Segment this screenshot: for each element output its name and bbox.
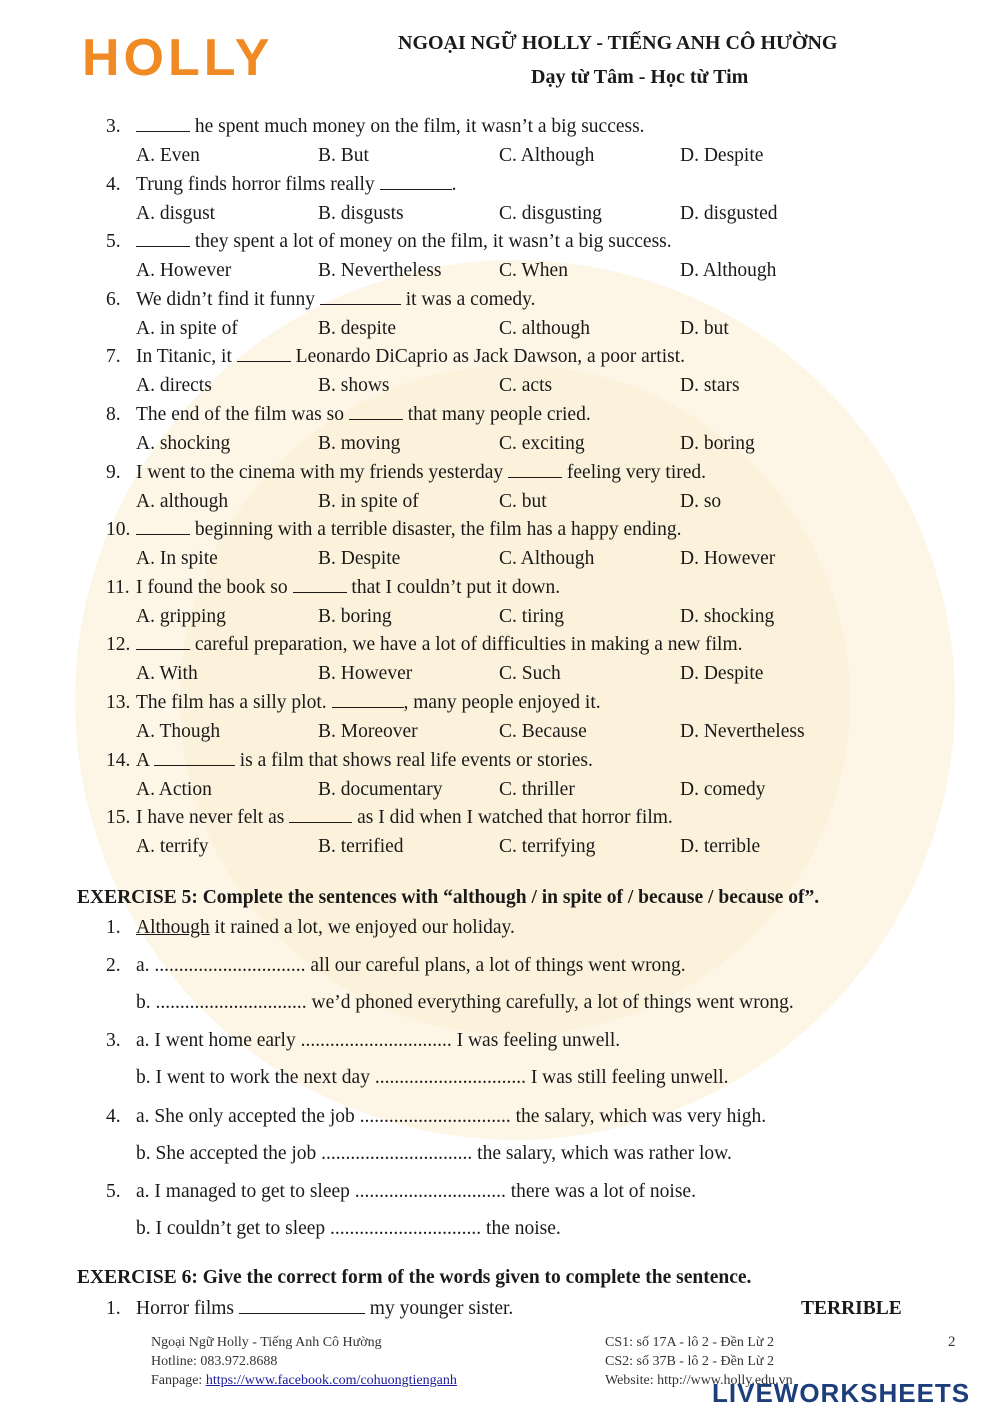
header-title: NGOẠI NGỮ HOLLY - TIẾNG ANH CÔ HƯỜNG: [398, 32, 838, 54]
answer-option[interactable]: C. acts: [499, 375, 553, 396]
answer-blank[interactable]: [136, 633, 190, 650]
question-number: 13.: [106, 692, 131, 713]
answer-option[interactable]: A. although: [136, 491, 229, 512]
answer-blank[interactable]: [136, 115, 190, 132]
answer-option[interactable]: A. With: [136, 663, 198, 684]
answer-option[interactable]: B. But: [318, 145, 369, 166]
stem-post: beginning with a terrible disaster, the film has a happy ending.: [190, 519, 682, 540]
answer-option[interactable]: C. terrifying: [499, 836, 596, 857]
question-stem: [136, 576, 560, 600]
answer-option[interactable]: C. tiring: [499, 606, 565, 627]
answer-blank[interactable]: [320, 288, 401, 305]
answer-option[interactable]: A. gripping: [136, 606, 226, 627]
example-rest: it rained a lot, we enjoyed our holiday.: [209, 917, 515, 938]
answer-option[interactable]: B. moving: [318, 433, 401, 454]
question-stem: [136, 806, 673, 830]
answer-option[interactable]: B. documentary: [318, 779, 443, 800]
stem-post: is a film that shows real life events or stories.: [234, 750, 593, 771]
question-number: 14.: [106, 750, 131, 771]
question-number: 7.: [106, 346, 121, 367]
footer-left: [151, 1333, 457, 1390]
exercise6-item: [136, 1297, 513, 1321]
answer-option[interactable]: D. However: [680, 548, 776, 569]
answer-option[interactable]: D. but: [680, 318, 729, 339]
fanpage-label: Fanpage:: [151, 1373, 206, 1388]
stem-pre: Trung finds horror films really: [136, 174, 380, 195]
footer-hotline: Hotline: 083.972.8688: [151, 1354, 278, 1369]
question-number: 3.: [106, 116, 121, 137]
question-stem: [136, 461, 706, 485]
question-stem: [136, 288, 536, 312]
footer-org: Ngoại Ngữ Holly - Tiếng Anh Cô Hường: [151, 1335, 382, 1350]
answer-option[interactable]: C. although: [499, 318, 590, 339]
question-number: 15.: [106, 807, 131, 828]
question-stem: [136, 518, 681, 542]
question-stem: [136, 633, 742, 657]
stem-post: as I did when I watched that horror film.: [352, 807, 673, 828]
answer-option[interactable]: D. so: [680, 491, 722, 512]
footer-cs2: CS2: số 37B - lô 2 - Đền Lừ 2: [605, 1354, 774, 1369]
exercise5-item-a[interactable]: a. I went home early ............................... I was feeling unwell.: [136, 1030, 621, 1051]
page-number: 2: [948, 1334, 956, 1350]
answer-option[interactable]: D. terrible: [680, 836, 761, 857]
stem-post: feeling very tired.: [562, 462, 707, 483]
exercise6-item-num: 1.: [106, 1298, 121, 1319]
question-stem: [136, 115, 645, 139]
answer-blank[interactable]: [136, 518, 190, 535]
answer-blank[interactable]: [237, 345, 291, 362]
answer-option[interactable]: A. terrify: [136, 836, 209, 857]
fanpage-link[interactable]: https://www.facebook.com/cohuongtienganh: [205, 1373, 457, 1388]
exercise5-item-num: 5.: [106, 1181, 121, 1202]
answer-option[interactable]: A. in spite of: [136, 318, 238, 339]
answer-option[interactable]: D. Despite: [680, 145, 764, 166]
exercise5-item-num: 3.: [106, 1030, 121, 1051]
question-number: 9.: [106, 462, 121, 483]
stem-pre: In Titanic, it: [136, 346, 237, 367]
exercise6-blank[interactable]: [239, 1297, 365, 1314]
stem-pre: I went to the cinema with my friends yesterday: [136, 462, 509, 483]
answer-option[interactable]: B. in spite of: [318, 491, 419, 512]
answer-option[interactable]: B. terrified: [318, 836, 404, 857]
stem-pre: I found the book so: [136, 577, 293, 598]
exercise6-word: TERRIBLE: [801, 1298, 902, 1319]
question-number: 6.: [106, 289, 121, 310]
answer-blank[interactable]: [349, 403, 403, 420]
answer-option[interactable]: D. disgusted: [680, 203, 778, 224]
question-stem: [136, 749, 593, 773]
answer-option[interactable]: C. exciting: [499, 433, 585, 454]
example-answer: Although: [136, 917, 210, 938]
liveworksheets-brand: LIVEWORKSHEETS: [712, 1378, 971, 1408]
footer-website: Website: http://www.holly.edu.vn: [605, 1373, 793, 1388]
answer-blank[interactable]: [289, 806, 352, 823]
question-number: 11.: [106, 577, 130, 598]
stem-pre: The end of the film was so: [136, 404, 349, 425]
answer-option[interactable]: B. Despite: [318, 548, 401, 569]
answer-option[interactable]: B. However: [318, 663, 413, 684]
holly-logo: HOLLY: [82, 29, 274, 87]
answer-option[interactable]: B. despite: [318, 318, 396, 339]
answer-option[interactable]: A. In spite: [136, 548, 218, 569]
answer-option[interactable]: A. However: [136, 260, 232, 281]
answer-option[interactable]: B. shows: [318, 375, 390, 396]
stem-post: he spent much money on the film, it wasn’t a big success.: [190, 116, 645, 137]
exercise5-item-b[interactable]: b. I couldn’t get to sleep ............................... the noise.: [136, 1218, 561, 1239]
exercise5-item-b[interactable]: b. I went to work the next day ............................... I was still feeling unwell.: [136, 1067, 729, 1088]
answer-option[interactable]: A. shocking: [136, 433, 231, 454]
answer-blank[interactable]: [332, 691, 404, 708]
stem-post: careful preparation, we have a lot of difficulties in making a new film.: [190, 634, 743, 655]
question-stem: [136, 230, 672, 254]
answer-option[interactable]: A. Even: [136, 145, 200, 166]
question-stem: [136, 691, 601, 715]
answer-option[interactable]: D. boring: [680, 433, 755, 454]
question-stem: [136, 403, 591, 427]
exercise6-pre: Horror films: [136, 1298, 239, 1319]
answer-option[interactable]: D. shocking: [680, 606, 775, 627]
answer-option[interactable]: C. thriller: [499, 779, 575, 800]
exercise5-heading: EXERCISE 5: Complete the sentences with “although / in spite of / because / because of”.: [77, 887, 820, 908]
footer-cs1: CS1: số 17A - lô 2 - Đền Lừ 2: [605, 1335, 774, 1350]
exercise5-example: [136, 916, 515, 940]
answer-option[interactable]: C. Although: [499, 145, 595, 166]
answer-option[interactable]: D. Despite: [680, 663, 764, 684]
exercise5-item-a[interactable]: a. ............................... all our careful plans, a lot of things went wrong.: [136, 955, 686, 976]
stem-pre: I have never felt as: [136, 807, 290, 828]
answer-option[interactable]: B. Moreover: [318, 721, 418, 742]
answer-option[interactable]: A. disgust: [136, 203, 216, 224]
exercise5-item-a[interactable]: a. She only accepted the job ............................... the salary, which was very high.: [136, 1106, 767, 1127]
answer-option[interactable]: D. Nevertheless: [680, 721, 805, 742]
answer-option[interactable]: C. When: [499, 260, 568, 281]
header-subtitle: Dạy từ Tâm - Học từ Tim: [531, 66, 749, 88]
question-number: 5.: [106, 231, 121, 252]
exercise6-post: my younger sister.: [364, 1298, 514, 1319]
question-number: 4.: [106, 174, 121, 195]
exercise5-item-a[interactable]: a. I managed to get to sleep ............................... there was a lot of noise.: [136, 1181, 696, 1202]
answer-blank[interactable]: [380, 173, 452, 190]
answer-option[interactable]: B. boring: [318, 606, 392, 627]
answer-option[interactable]: D. stars: [680, 375, 740, 396]
answer-option[interactable]: C. Such: [499, 663, 561, 684]
stem-post: that many people cried.: [402, 404, 591, 425]
answer-blank[interactable]: [154, 749, 235, 766]
answer-option[interactable]: B. Nevertheless: [318, 260, 442, 281]
stem-post: it was a comedy.: [400, 289, 536, 310]
stem-post: that I couldn’t put it down.: [346, 577, 561, 598]
question-number: 12.: [106, 634, 131, 655]
answer-blank[interactable]: [293, 576, 347, 593]
stem-pre: A: [136, 750, 154, 771]
answer-option[interactable]: D. comedy: [680, 779, 766, 800]
answer-option[interactable]: B. disgusts: [318, 203, 404, 224]
question-stem: [136, 173, 456, 197]
exercise5-item-num: 2.: [106, 955, 121, 976]
answer-blank[interactable]: [508, 461, 562, 478]
answer-option[interactable]: C. disgusting: [499, 203, 602, 224]
question-number: 10.: [106, 519, 131, 540]
exercise5-item-b[interactable]: b. ............................... we’d phoned everything carefully, a lot of things went wrong.: [136, 992, 794, 1013]
footer-fanpage: [151, 1371, 457, 1390]
answer-option[interactable]: A. Action: [136, 779, 212, 800]
stem-pre: The film has a silly plot.: [136, 692, 332, 713]
answer-option[interactable]: C. Although: [499, 548, 595, 569]
stem-pre: We didn’t find it funny: [136, 289, 320, 310]
exercise5-item-num: 4.: [106, 1106, 121, 1127]
exercise5-example-num: 1.: [106, 917, 121, 938]
answer-option[interactable]: A. Though: [136, 721, 221, 742]
stem-post: .: [451, 174, 457, 195]
stem-post: Leonardo DiCaprio as Jack Dawson, a poor artist.: [290, 346, 686, 367]
answer-option[interactable]: A. directs: [136, 375, 212, 396]
exercise6-heading: EXERCISE 6: Give the correct form of the words given to complete the sentence.: [77, 1267, 752, 1288]
question-number: 8.: [106, 404, 121, 425]
answer-option[interactable]: D. Although: [680, 260, 777, 281]
answer-option[interactable]: C. Because: [499, 721, 587, 742]
stem-post: they spent a lot of money on the film, it wasn’t a big success.: [190, 231, 672, 252]
answer-option[interactable]: C. but: [499, 491, 547, 512]
answer-blank[interactable]: [136, 230, 190, 247]
exercise5-item-b[interactable]: b. She accepted the job ............................... the salary, which was rather low.: [136, 1143, 732, 1164]
stem-post: , many people enjoyed it.: [403, 692, 601, 713]
question-stem: [136, 345, 685, 369]
